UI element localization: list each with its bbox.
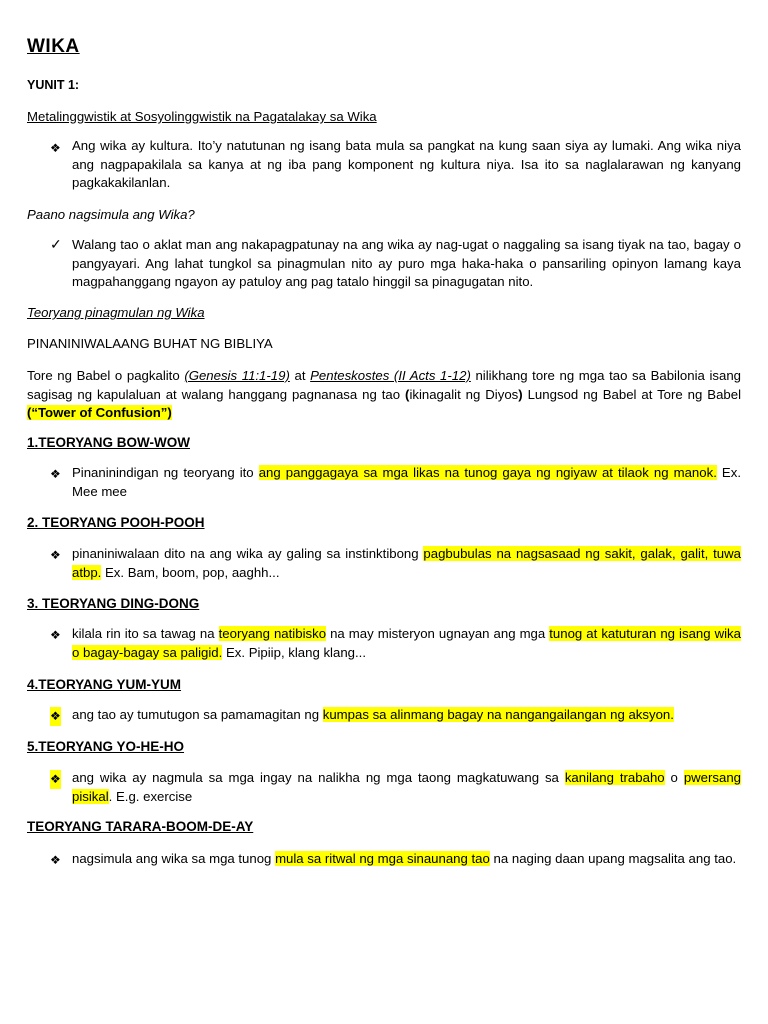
theory-text-4 xyxy=(72,706,741,725)
theory-example: Ex. Pipiip, klang klang... xyxy=(222,644,366,660)
bible-heading: PINANINIWALAANG BUHAT NG BIBLIYA xyxy=(27,336,273,351)
theory-text: na may misteryon ugnayan ang mga xyxy=(326,626,550,641)
theory-text: nagsimula ang wika sa mga tunog xyxy=(72,851,276,866)
highlighted-text: teoryang natibisko xyxy=(218,626,327,641)
theory-heading-2: 2. TEORYANG POOH-POOH xyxy=(27,515,205,530)
theory-heading-4: 4.TEORYANG YUM-YUM xyxy=(27,677,182,692)
section-title: Metalinggwistik at Sosyolinggwistik na Pagatalakay sa Wika xyxy=(27,109,377,124)
babel-text: ikinagalit ng Diyos xyxy=(409,386,519,402)
theory-text-5 xyxy=(72,769,741,806)
highlighted-text: pagbubulas na nagsasaad ng sakit, galak, galit, tuwa atbp. xyxy=(72,546,741,580)
theory-text: kilala rin ito sa tawag na xyxy=(72,626,219,641)
babel-text: Tore ng Babel o pagkalito xyxy=(27,368,185,383)
origin-question: Paano nagsimula ang Wika? xyxy=(27,207,195,222)
theory-example: . E.g. exercise xyxy=(108,788,193,804)
theory-text: ang tao ay tumutugon sa pamamagitan ng xyxy=(72,707,323,722)
paren-open: ( xyxy=(405,386,410,402)
highlighted-text: kumpas sa alinmang bagay na nangangailangan ng aksyon. xyxy=(322,707,674,722)
theory-text-3 xyxy=(72,625,741,662)
document-title: WIKA xyxy=(27,36,80,57)
theory-text: Pinaninindigan ng teoryang ito xyxy=(72,465,259,480)
diamond-bullet-icon: ❖ xyxy=(50,853,61,867)
theory-text-6 xyxy=(72,850,741,869)
highlighted-text: pwersang pisikal xyxy=(72,770,741,804)
origin-paragraph: Walang tao o aklat man ang nakapagpatunay na ang wika ay nag-ugat o naggaling sa isang tiyak na tao, bagay o pangyayari. Ang lahat tungkol sa pinagmulan nito ay puro mga haka-haka o pansariling opinyon lamang kaya magpahanggang ngayon ay patuloy ang pag tatalo hinggil sa pinagugatan nito. xyxy=(72,237,741,290)
genesis-reference: (Genesis 11:1-19) xyxy=(184,368,290,383)
highlighted-text: kanilang trabaho xyxy=(564,770,665,785)
diamond-bullet-icon: ❖ xyxy=(50,548,61,562)
diamond-bullet-icon: ❖ xyxy=(50,141,61,155)
theory-text-2 xyxy=(72,545,741,582)
theory-heading-6: TEORYANG TARARA-BOOM-DE-AY xyxy=(27,819,254,834)
babel-text: nilikhang tore ng mga tao sa Babilonia isang sagisag ng kapulaluan at walang hanggang pagnanasa ng tao xyxy=(27,368,742,402)
theory-text: na naging daan upang magsalita ang tao. xyxy=(489,851,737,866)
theory-text: pinaniniwalaan dito na ang wika ay galing sa instinktibong xyxy=(72,546,424,561)
highlighted-text: mula sa ritwal ng mga sinaunang tao xyxy=(275,851,490,866)
theory-heading-1: 1.TEORYANG BOW-WOW xyxy=(27,435,190,450)
diamond-bullet-icon: ❖ xyxy=(50,707,61,726)
highlighted-text: ang panggagaya sa mga likas na tunog gaya ng ngiyaw at tilaok ng manok. xyxy=(258,465,717,480)
theory-heading: Teoryang pinagmulan ng Wika xyxy=(27,305,205,320)
culture-paragraph: Ang wika ay kultura. Ito’y natutunan ng isang bata mula sa pangkat na kung saan siya ay lumaki. Ang wika niya ang nagpapakilala sa kanya at ng iba pang komponent ng kultura niya. Isa ito sa naglalarawan ng kanyang pagkakakilanlan. xyxy=(72,138,741,191)
theory-text: ang wika ay nagmula sa mga ingay na nalikha ng mga taong magkatuwang sa xyxy=(72,770,565,785)
theory-text-1 xyxy=(72,464,741,501)
highlighted-text: tunog at katuturan ng isang wika o bagay-bagay sa paligid. xyxy=(72,626,741,660)
babel-text: at xyxy=(289,368,311,383)
diamond-bullet-icon: ❖ xyxy=(50,628,61,642)
theory-heading-3: 3. TEORYANG DING-DONG xyxy=(27,596,200,611)
theory-example: Ex. Mee mee xyxy=(72,465,741,499)
pentecost-reference: Penteskostes (II Acts 1-12) xyxy=(310,368,471,383)
tower-of-confusion: (“Tower of Confusion”) xyxy=(27,405,172,421)
theory-text: o xyxy=(664,770,684,785)
babel-text: Lungsod ng Babel at Tore ng Babel xyxy=(522,386,741,402)
theory-heading-5: 5.TEORYANG YO-HE-HO xyxy=(27,739,185,754)
paren-close: ) xyxy=(518,386,523,402)
checkmark-icon: ✓ xyxy=(50,236,62,252)
diamond-bullet-icon: ❖ xyxy=(50,770,61,789)
babel-paragraph xyxy=(27,367,741,423)
unit-label: YUNIT 1: xyxy=(27,78,80,92)
diamond-bullet-icon: ❖ xyxy=(50,467,61,481)
theory-example: Ex. Bam, boom, pop, aaghh... xyxy=(101,564,280,580)
